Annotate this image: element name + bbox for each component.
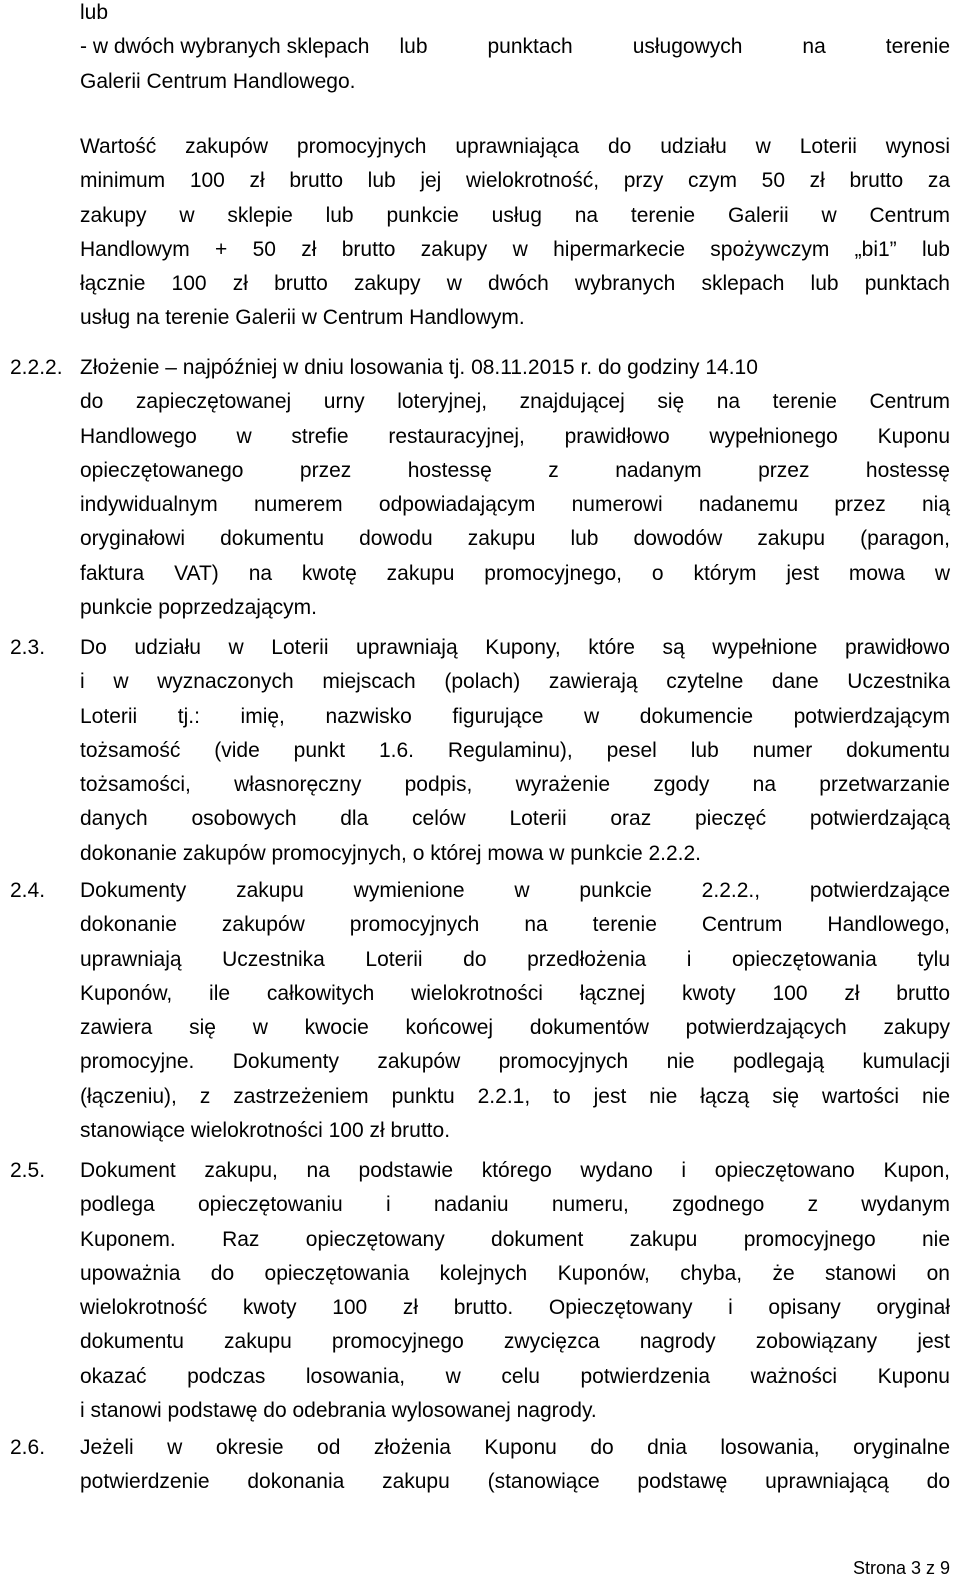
text-line: Wartość zakupów promocyjnych uprawniająca do udziału w Loterii wynosi: [80, 135, 950, 158]
text-line: (łączeniu), z zastrzeżeniem punktu 2.2.1, to jest nie łączą się wartości nie: [80, 1084, 950, 1108]
paragraph-purchase-value: [80, 130, 950, 336]
text-line: Jeżeli w okresie od złożenia Kuponu do dnia losowania, oryginalne: [80, 1436, 950, 1459]
text-line: oryginałowi dokumentu dowodu zakupu lub dowodów zakupu (paragon,: [80, 527, 950, 551]
text-line: uprawniają Uczestnika Loterii do przedłożenia i opieczętowania tylu: [80, 947, 950, 971]
text-line: Kuponem. Raz opieczętowany dokument zakupu promocyjnego nie: [80, 1227, 950, 1251]
text-line: tożsamość (vide punkt 1.6. Regulaminu), pesel lub numer dokumentu: [80, 738, 950, 762]
text-line: dokonanie zakupów promocyjnych, o której mowa w punkcie 2.2.2.: [80, 841, 701, 865]
section-number: 2.6.: [10, 1436, 46, 1459]
text-line: punkcie poprzedzającym.: [80, 596, 317, 620]
text-line: indywidualnym numerem odpowiadającym numerowi nadanemu przez nią: [80, 493, 950, 517]
text-line: i stanowi podstawę do odebrania wylosowanej nagrody.: [80, 1399, 597, 1423]
text-line: do zapieczętowanej urny loteryjnej, znajdującej się na terenie Centrum: [80, 390, 950, 414]
text-line: łącznie 100 zł brutto zakupy w dwóch wybranych sklepach lub punktach: [80, 272, 950, 296]
section-body: [80, 1431, 950, 1500]
text-line: tożsamości, własnoręczny podpis, wyrażenie zgody na przetwarzanie: [80, 773, 950, 797]
text-line: zakupy w sklepie lub punkcie usług na terenie Galerii w Centrum: [80, 203, 950, 227]
text-line: faktura VAT) na kwotę zakupu promocyjnego, o którym jest mowa w: [80, 561, 950, 585]
text-fragment: lub punktach usługowych na terenie: [399, 35, 950, 59]
section-number: 2.2.2.: [10, 356, 63, 379]
text-line: Galerii Centrum Handlowego.: [80, 69, 356, 93]
text-line: Złożenie – najpóźniej w dniu losowania tj. 08.11.2015 r. do godziny 14.10: [80, 356, 758, 379]
text-line: potwierdzenie dokonania zakupu (stanowiące podstawę uprawniającą do: [80, 1470, 950, 1494]
section-body: [80, 1154, 950, 1428]
page-number: Strona 3 z 9: [852, 1558, 950, 1578]
text-line: zawiera się w kwocie końcowej dokumentów potwierdzających zakupy: [80, 1016, 950, 1040]
text-line: Handlowego w strefie restauracyjnej, prawidłowo wypełnionego Kuponu: [80, 424, 950, 448]
text-line: okazać podczas losowania, w celu potwierdzenia ważności Kuponu: [80, 1364, 950, 1388]
text-line: Handlowym + 50 zł brutto zakupy w hipermarkecie spożywczym „bi1” lub: [80, 237, 950, 261]
text-line: dokonanie zakupów promocyjnych na terenie Centrum Handlowego,: [80, 913, 950, 937]
text-line: opieczętowanego przez hostessę z nadanym przez hostessę: [80, 458, 950, 482]
text-line: Loterii tj.: imię, nazwisko figurujące w dokumencie potwierdzającym: [80, 704, 950, 728]
list-continuation: [80, 0, 950, 99]
section-number: 2.3.: [10, 636, 46, 659]
text-line: Kuponów, ile całkowitych wielokrotności łącznej kwoty 100 zł brutto: [80, 981, 950, 1005]
text-fragment: - w dwóch wybranych sklepach: [80, 35, 370, 59]
text-line: Do udziału w Loterii uprawniają Kupony, które są wypełnione prawidłowo: [80, 636, 950, 659]
text-line: i w wyznaczonych miejscach (polach) zawierają czytelne dane Uczestnika: [80, 670, 950, 694]
text-line: dokumentu zakupu promocyjnego zwycięzca nagrody zobowiązany jest: [80, 1330, 950, 1354]
section-number: 2.5.: [10, 1159, 46, 1182]
text-line: podlega opieczętowaniu i nadaniu numeru, zgodnego z wydanym: [80, 1193, 950, 1217]
text-line: usług na terenie Galerii w Centrum Handlowym.: [80, 306, 525, 330]
text-line: upoważnia do opieczętowania kolejnych Kuponów, chyba, że stanowi on: [80, 1261, 950, 1285]
text-line: wielokrotność kwoty 100 zł brutto. Opieczętowany i opisany oryginał: [80, 1296, 950, 1320]
text-line: Dokument zakupu, na podstawie którego wydano i opieczętowano Kupon,: [80, 1159, 950, 1182]
section-body: [80, 631, 950, 871]
text-line: lub: [80, 1, 109, 24]
text-line: [80, 30, 950, 64]
text-line: minimum 100 zł brutto lub jej wielokrotność, przy czym 50 zł brutto za: [80, 169, 950, 193]
section-body: [80, 874, 950, 1148]
section-number: 2.4.: [10, 879, 46, 902]
text-line: stanowiące wielokrotności 100 zł brutto.: [80, 1119, 451, 1143]
text-line: Dokumenty zakupu wymienione w punkcie 2.2.2., potwierdzające: [80, 879, 950, 902]
text-line: danych osobowych dla celów Loterii oraz pieczęć potwierdzającą: [80, 807, 950, 831]
section-body: [80, 351, 950, 625]
text-line: promocyjne. Dokumenty zakupów promocyjnych nie podlegają kumulacji: [80, 1050, 950, 1074]
